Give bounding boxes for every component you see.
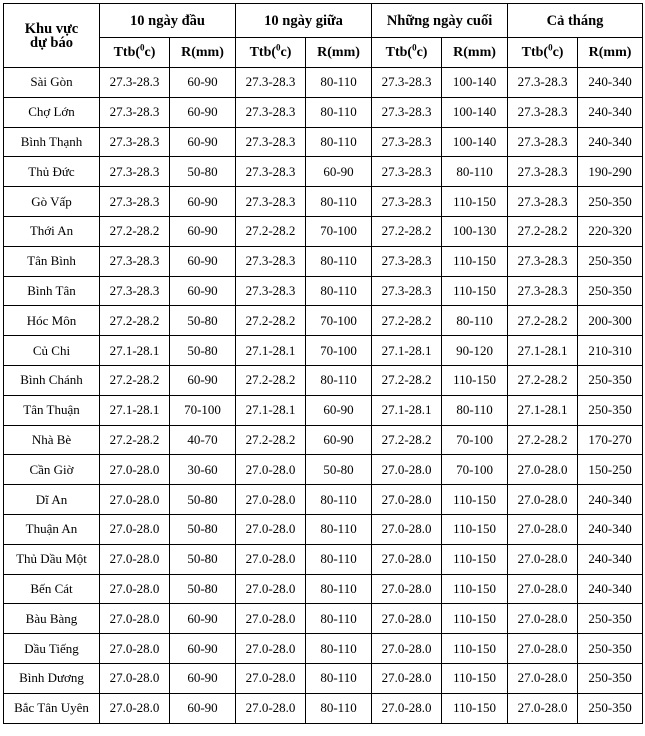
rainfall-cell: 200-300 — [578, 306, 643, 336]
area-cell: Thủ Đức — [4, 157, 100, 187]
temperature-cell: 27.0-28.0 — [372, 604, 442, 634]
table-row — [4, 336, 643, 366]
rainfall-cell: 80-110 — [442, 395, 508, 425]
group-header-whole-month: Cả tháng — [508, 4, 643, 38]
rainfall-cell: 110-150 — [442, 574, 508, 604]
area-cell: Bến Cát — [4, 574, 100, 604]
temperature-cell: 27.2-28.2 — [236, 425, 306, 455]
temperature-cell: 27.2-28.2 — [372, 306, 442, 336]
temperature-cell: 27.0-28.0 — [508, 544, 578, 574]
temperature-cell: 27.3-28.3 — [100, 246, 170, 276]
table-row — [4, 544, 643, 574]
rainfall-cell: 250-350 — [578, 246, 643, 276]
rainfall-cell: 110-150 — [442, 604, 508, 634]
area-cell: Hóc Môn — [4, 306, 100, 336]
temperature-cell: 27.3-28.3 — [236, 68, 306, 98]
table-row — [4, 68, 643, 98]
temperature-cell: 27.0-28.0 — [100, 544, 170, 574]
rainfall-cell: 250-350 — [578, 395, 643, 425]
temperature-cell: 27.0-28.0 — [236, 485, 306, 515]
temperature-cell: 27.0-28.0 — [508, 514, 578, 544]
table-row — [4, 395, 643, 425]
temperature-cell: 27.0-28.0 — [508, 663, 578, 693]
temperature-cell: 27.1-28.1 — [508, 336, 578, 366]
rainfall-cell: 250-350 — [578, 634, 643, 664]
rainfall-cell: 110-150 — [442, 276, 508, 306]
temperature-cell: 27.0-28.0 — [100, 663, 170, 693]
table-body — [4, 68, 643, 724]
temperature-cell: 27.0-28.0 — [372, 514, 442, 544]
area-cell: Dầu Tiếng — [4, 634, 100, 664]
temperature-cell: 27.3-28.3 — [508, 68, 578, 98]
rainfall-cell: 50-80 — [170, 157, 236, 187]
rainfall-cell: 250-350 — [578, 663, 643, 693]
rainfall-cell: 240-340 — [578, 127, 643, 157]
rainfall-cell: 60-90 — [170, 97, 236, 127]
table-row — [4, 455, 643, 485]
area-cell: Dĩ An — [4, 485, 100, 515]
area-cell: Bình Dương — [4, 663, 100, 693]
area-cell: Nhà Bè — [4, 425, 100, 455]
temperature-cell: 27.2-28.2 — [100, 365, 170, 395]
rainfall-cell: 80-110 — [306, 68, 372, 98]
rainfall-cell: 60-90 — [170, 663, 236, 693]
rainfall-cell: 80-110 — [442, 306, 508, 336]
area-cell: Thới An — [4, 216, 100, 246]
table-row — [4, 365, 643, 395]
temperature-cell: 27.0-28.0 — [236, 693, 306, 723]
rainfall-cell: 70-100 — [442, 425, 508, 455]
area-cell: Gò Vấp — [4, 187, 100, 217]
temperature-cell: 27.3-28.3 — [372, 276, 442, 306]
temperature-cell: 27.2-28.2 — [100, 306, 170, 336]
rain-header: R(mm) — [306, 38, 372, 68]
rainfall-cell: 100-140 — [442, 68, 508, 98]
rainfall-cell: 240-340 — [578, 544, 643, 574]
temperature-cell: 27.3-28.3 — [508, 97, 578, 127]
temperature-cell: 27.1-28.1 — [100, 395, 170, 425]
rainfall-cell: 170-270 — [578, 425, 643, 455]
temperature-cell: 27.0-28.0 — [372, 574, 442, 604]
rainfall-cell: 60-90 — [306, 395, 372, 425]
area-cell: Tân Thuận — [4, 395, 100, 425]
rainfall-cell: 70-100 — [306, 216, 372, 246]
rainfall-cell: 30-60 — [170, 455, 236, 485]
rainfall-cell: 80-110 — [306, 693, 372, 723]
table-row — [4, 634, 643, 664]
rainfall-cell: 50-80 — [170, 514, 236, 544]
temperature-cell: 27.0-28.0 — [372, 455, 442, 485]
rainfall-cell: 60-90 — [170, 216, 236, 246]
rainfall-cell: 70-100 — [442, 455, 508, 485]
header-row-units — [4, 38, 643, 68]
area-cell: Thủ Dầu Một — [4, 544, 100, 574]
rainfall-cell: 80-110 — [306, 604, 372, 634]
temperature-cell: 27.1-28.1 — [236, 336, 306, 366]
temperature-cell: 27.3-28.3 — [236, 97, 306, 127]
rainfall-cell: 60-90 — [170, 68, 236, 98]
rainfall-cell: 80-110 — [306, 276, 372, 306]
rainfall-cell: 100-130 — [442, 216, 508, 246]
temperature-cell: 27.3-28.3 — [100, 68, 170, 98]
temperature-cell: 27.3-28.3 — [236, 157, 306, 187]
temperature-cell: 27.0-28.0 — [236, 514, 306, 544]
rainfall-cell: 50-80 — [170, 306, 236, 336]
rainfall-cell: 60-90 — [170, 693, 236, 723]
table-row — [4, 216, 643, 246]
rainfall-cell: 80-110 — [306, 485, 372, 515]
group-header-first-10-days: 10 ngày đầu — [100, 4, 236, 38]
area-cell: Củ Chi — [4, 336, 100, 366]
area-cell: Thuận An — [4, 514, 100, 544]
table-row — [4, 693, 643, 723]
temperature-cell: 27.2-28.2 — [372, 216, 442, 246]
area-cell: Bình Chánh — [4, 365, 100, 395]
rainfall-cell: 80-110 — [306, 187, 372, 217]
temperature-cell: 27.2-28.2 — [372, 365, 442, 395]
temperature-cell: 27.1-28.1 — [508, 395, 578, 425]
temperature-cell: 27.0-28.0 — [100, 514, 170, 544]
table-row — [4, 276, 643, 306]
table-row — [4, 157, 643, 187]
temperature-cell: 27.0-28.0 — [100, 693, 170, 723]
temperature-cell: 27.3-28.3 — [372, 97, 442, 127]
temperature-cell: 27.0-28.0 — [372, 693, 442, 723]
rainfall-cell: 250-350 — [578, 187, 643, 217]
area-cell: Chợ Lớn — [4, 97, 100, 127]
ttb-header — [236, 38, 306, 68]
temperature-cell: 27.2-28.2 — [508, 216, 578, 246]
table-row — [4, 663, 643, 693]
rainfall-cell: 80-110 — [306, 246, 372, 276]
temperature-cell: 27.2-28.2 — [100, 425, 170, 455]
area-cell: Bàu Bàng — [4, 604, 100, 634]
temperature-cell: 27.3-28.3 — [508, 276, 578, 306]
rainfall-cell: 100-140 — [442, 97, 508, 127]
rainfall-cell: 240-340 — [578, 574, 643, 604]
rainfall-cell: 110-150 — [442, 365, 508, 395]
rainfall-cell: 60-90 — [306, 157, 372, 187]
rainfall-cell: 80-110 — [306, 634, 372, 664]
temperature-cell: 27.0-28.0 — [236, 663, 306, 693]
temperature-cell: 27.2-28.2 — [236, 306, 306, 336]
rainfall-cell: 60-90 — [170, 127, 236, 157]
area-cell: Bình Thạnh — [4, 127, 100, 157]
temperature-cell: 27.3-28.3 — [100, 187, 170, 217]
header-row-groups — [4, 4, 643, 38]
rainfall-cell: 110-150 — [442, 514, 508, 544]
temperature-cell: 27.3-28.3 — [372, 246, 442, 276]
area-cell: Cần Giờ — [4, 455, 100, 485]
rainfall-cell: 110-150 — [442, 485, 508, 515]
rainfall-cell: 50-80 — [170, 574, 236, 604]
rainfall-cell: 70-100 — [306, 336, 372, 366]
rainfall-cell: 240-340 — [578, 514, 643, 544]
table-row — [4, 514, 643, 544]
area-header: Khu vực dự báo — [4, 4, 100, 68]
temperature-cell: 27.3-28.3 — [236, 276, 306, 306]
table-row — [4, 604, 643, 634]
area-cell: Bình Tân — [4, 276, 100, 306]
rainfall-cell: 240-340 — [578, 97, 643, 127]
rainfall-cell: 50-80 — [170, 336, 236, 366]
forecast-table — [3, 3, 643, 724]
rainfall-cell: 50-80 — [170, 485, 236, 515]
rainfall-cell: 250-350 — [578, 693, 643, 723]
rainfall-cell: 60-90 — [170, 246, 236, 276]
rainfall-cell: 80-110 — [306, 574, 372, 604]
temperature-cell: 27.3-28.3 — [508, 157, 578, 187]
rainfall-cell: 190-290 — [578, 157, 643, 187]
rainfall-cell: 80-110 — [306, 365, 372, 395]
rainfall-cell: 60-90 — [306, 425, 372, 455]
temperature-cell: 27.3-28.3 — [508, 246, 578, 276]
temperature-cell: 27.3-28.3 — [372, 68, 442, 98]
rainfall-cell: 110-150 — [442, 544, 508, 574]
rainfall-cell: 250-350 — [578, 604, 643, 634]
rainfall-cell: 150-250 — [578, 455, 643, 485]
table-row — [4, 425, 643, 455]
temperature-cell: 27.2-28.2 — [508, 306, 578, 336]
ttb-label: Ttb($^0$c) — [249, 41, 292, 60]
rain-header: R(mm) — [170, 38, 236, 68]
temperature-cell: 27.1-28.1 — [372, 395, 442, 425]
rainfall-cell: 240-340 — [578, 485, 643, 515]
temperature-cell: 27.3-28.3 — [372, 187, 442, 217]
rainfall-cell: 110-150 — [442, 187, 508, 217]
rain-header: R(mm) — [578, 38, 643, 68]
temperature-cell: 27.0-28.0 — [100, 604, 170, 634]
temperature-cell: 27.3-28.3 — [508, 127, 578, 157]
temperature-cell: 27.0-28.0 — [100, 634, 170, 664]
table-row — [4, 306, 643, 336]
temperature-cell: 27.0-28.0 — [508, 485, 578, 515]
rainfall-cell: 240-340 — [578, 68, 643, 98]
temperature-cell: 27.1-28.1 — [100, 336, 170, 366]
temperature-cell: 27.3-28.3 — [508, 187, 578, 217]
temperature-cell: 27.0-28.0 — [236, 455, 306, 485]
table-row — [4, 485, 643, 515]
temperature-cell: 27.0-28.0 — [372, 663, 442, 693]
temperature-cell: 27.0-28.0 — [508, 604, 578, 634]
temperature-cell: 27.3-28.3 — [100, 157, 170, 187]
temperature-cell: 27.2-28.2 — [236, 216, 306, 246]
temperature-cell: 27.2-28.2 — [236, 365, 306, 395]
rainfall-cell: 90-120 — [442, 336, 508, 366]
rainfall-cell: 80-110 — [306, 97, 372, 127]
rainfall-cell: 100-140 — [442, 127, 508, 157]
temperature-cell: 27.1-28.1 — [236, 395, 306, 425]
rainfall-cell: 80-110 — [306, 663, 372, 693]
temperature-cell: 27.0-28.0 — [100, 574, 170, 604]
temperature-cell: 27.0-28.0 — [508, 693, 578, 723]
group-header-last-days: Những ngày cuối — [372, 4, 508, 38]
temperature-cell: 27.2-28.2 — [372, 425, 442, 455]
rainfall-cell: 60-90 — [170, 187, 236, 217]
table-row — [4, 127, 643, 157]
rainfall-cell: 60-90 — [170, 604, 236, 634]
rainfall-cell: 80-110 — [306, 127, 372, 157]
ttb-label: Ttb($^0$c) — [385, 41, 428, 60]
rainfall-cell: 250-350 — [578, 365, 643, 395]
temperature-cell: 27.3-28.3 — [372, 127, 442, 157]
rainfall-cell: 110-150 — [442, 693, 508, 723]
temperature-cell: 27.0-28.0 — [508, 455, 578, 485]
temperature-cell: 27.1-28.1 — [372, 336, 442, 366]
rainfall-cell: 80-110 — [306, 544, 372, 574]
temperature-cell: 27.0-28.0 — [372, 634, 442, 664]
rain-header: R(mm) — [442, 38, 508, 68]
rainfall-cell: 50-80 — [306, 455, 372, 485]
table-row — [4, 187, 643, 217]
rainfall-cell: 250-350 — [578, 276, 643, 306]
rainfall-cell: 80-110 — [306, 514, 372, 544]
temperature-cell: 27.0-28.0 — [100, 455, 170, 485]
rainfall-cell: 60-90 — [170, 276, 236, 306]
rainfall-cell: 110-150 — [442, 246, 508, 276]
ttb-header — [372, 38, 442, 68]
temperature-cell: 27.3-28.3 — [100, 127, 170, 157]
rainfall-cell: 60-90 — [170, 365, 236, 395]
area-cell: Tân Bình — [4, 246, 100, 276]
temperature-cell: 27.3-28.3 — [100, 276, 170, 306]
temperature-cell: 27.0-28.0 — [100, 485, 170, 515]
ttb-header — [508, 38, 578, 68]
area-cell: Sài Gòn — [4, 68, 100, 98]
rainfall-cell: 70-100 — [170, 395, 236, 425]
ttb-label: Ttb($^0$c) — [521, 41, 564, 60]
temperature-cell: 27.2-28.2 — [100, 216, 170, 246]
temperature-cell: 27.0-28.0 — [236, 634, 306, 664]
temperature-cell: 27.0-28.0 — [508, 574, 578, 604]
temperature-cell: 27.3-28.3 — [100, 97, 170, 127]
rainfall-cell: 60-90 — [170, 634, 236, 664]
group-header-middle-10-days: 10 ngày giữa — [236, 4, 372, 38]
rainfall-cell: 70-100 — [306, 306, 372, 336]
ttb-label: Ttb($^0$c) — [113, 41, 156, 60]
temperature-cell: 27.0-28.0 — [236, 604, 306, 634]
temperature-cell: 27.0-28.0 — [372, 544, 442, 574]
temperature-cell: 27.3-28.3 — [236, 187, 306, 217]
temperature-cell: 27.0-28.0 — [508, 634, 578, 664]
rainfall-cell: 40-70 — [170, 425, 236, 455]
temperature-cell: 27.3-28.3 — [236, 127, 306, 157]
rainfall-cell: 50-80 — [170, 544, 236, 574]
rainfall-cell: 110-150 — [442, 663, 508, 693]
temperature-cell: 27.2-28.2 — [508, 365, 578, 395]
rainfall-cell: 80-110 — [442, 157, 508, 187]
table-row — [4, 97, 643, 127]
temperature-cell: 27.0-28.0 — [236, 544, 306, 574]
temperature-cell: 27.3-28.3 — [236, 246, 306, 276]
table-row — [4, 246, 643, 276]
rainfall-cell: 210-310 — [578, 336, 643, 366]
temperature-cell: 27.2-28.2 — [508, 425, 578, 455]
temperature-cell: 27.0-28.0 — [372, 485, 442, 515]
area-cell: Bắc Tân Uyên — [4, 693, 100, 723]
temperature-cell: 27.0-28.0 — [236, 574, 306, 604]
rainfall-cell: 220-320 — [578, 216, 643, 246]
rainfall-cell: 110-150 — [442, 634, 508, 664]
table-row — [4, 574, 643, 604]
ttb-header — [100, 38, 170, 68]
temperature-cell: 27.3-28.3 — [372, 157, 442, 187]
